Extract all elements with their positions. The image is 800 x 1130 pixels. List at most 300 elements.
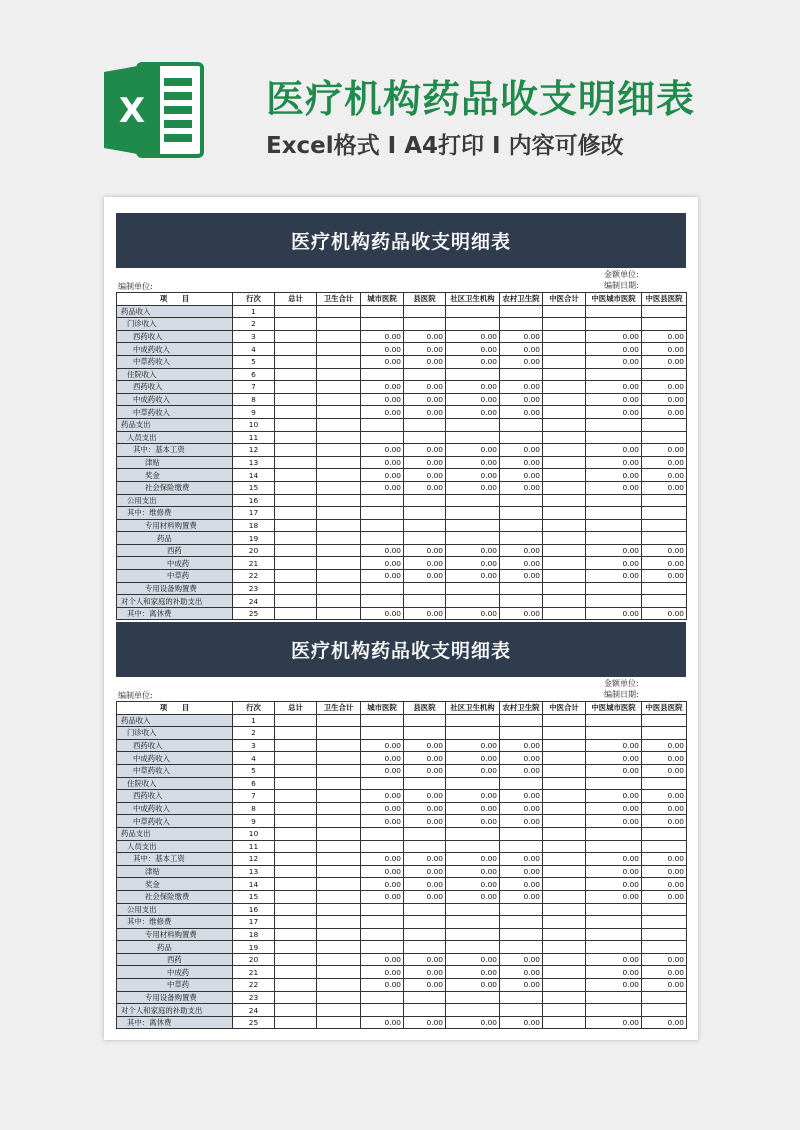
amount-cell[interactable]: 0.00 (404, 815, 446, 828)
amount-cell[interactable]: 0.00 (404, 790, 446, 803)
amount-cell[interactable]: 0.00 (404, 1016, 446, 1029)
amount-cell[interactable]: 0.00 (446, 815, 500, 828)
amount-cell[interactable] (446, 318, 500, 331)
amount-cell[interactable] (317, 343, 361, 356)
amount-cell[interactable] (642, 714, 687, 727)
amount-cell[interactable]: 0.00 (404, 979, 446, 992)
amount-cell[interactable] (543, 406, 586, 419)
amount-cell[interactable]: 0.00 (361, 343, 404, 356)
amount-cell[interactable]: 0.00 (404, 764, 446, 777)
amount-cell[interactable] (543, 1016, 586, 1029)
amount-cell[interactable] (317, 865, 361, 878)
amount-cell[interactable] (275, 991, 317, 1004)
amount-cell[interactable] (642, 507, 687, 520)
amount-cell[interactable] (404, 532, 446, 545)
amount-cell[interactable]: 0.00 (642, 752, 687, 765)
amount-cell[interactable]: 0.00 (642, 890, 687, 903)
amount-cell[interactable]: 0.00 (446, 393, 500, 406)
amount-cell[interactable] (317, 469, 361, 482)
amount-cell[interactable] (317, 418, 361, 431)
amount-cell[interactable] (361, 532, 404, 545)
amount-cell[interactable] (446, 519, 500, 532)
amount-cell[interactable]: 0.00 (446, 752, 500, 765)
amount-cell[interactable] (446, 941, 500, 954)
amount-cell[interactable]: 0.00 (361, 607, 404, 620)
amount-cell[interactable] (586, 507, 642, 520)
amount-cell[interactable] (275, 607, 317, 620)
amount-cell[interactable]: 0.00 (404, 890, 446, 903)
amount-cell[interactable] (500, 727, 543, 740)
amount-cell[interactable] (275, 494, 317, 507)
amount-cell[interactable]: 0.00 (446, 607, 500, 620)
amount-cell[interactable] (361, 1004, 404, 1017)
amount-cell[interactable] (642, 1004, 687, 1017)
amount-cell[interactable] (361, 494, 404, 507)
amount-cell[interactable] (642, 519, 687, 532)
amount-cell[interactable]: 0.00 (446, 764, 500, 777)
amount-cell[interactable]: 0.00 (361, 790, 404, 803)
amount-cell[interactable] (446, 1004, 500, 1017)
amount-cell[interactable] (543, 343, 586, 356)
amount-cell[interactable] (500, 582, 543, 595)
amount-cell[interactable]: 0.00 (361, 853, 404, 866)
amount-cell[interactable]: 0.00 (446, 790, 500, 803)
amount-cell[interactable] (317, 815, 361, 828)
amount-cell[interactable] (317, 727, 361, 740)
amount-cell[interactable] (317, 368, 361, 381)
amount-cell[interactable] (317, 941, 361, 954)
amount-cell[interactable]: 0.00 (404, 481, 446, 494)
amount-cell[interactable]: 0.00 (586, 570, 642, 583)
amount-cell[interactable] (543, 878, 586, 891)
amount-cell[interactable] (642, 368, 687, 381)
amount-cell[interactable] (404, 318, 446, 331)
amount-cell[interactable] (586, 431, 642, 444)
amount-cell[interactable] (446, 368, 500, 381)
amount-cell[interactable] (317, 1004, 361, 1017)
amount-cell[interactable] (642, 305, 687, 318)
amount-cell[interactable] (543, 381, 586, 394)
amount-cell[interactable]: 0.00 (404, 406, 446, 419)
amount-cell[interactable] (317, 607, 361, 620)
amount-cell[interactable] (642, 494, 687, 507)
amount-cell[interactable] (500, 595, 543, 608)
amount-cell[interactable] (317, 752, 361, 765)
amount-cell[interactable] (642, 431, 687, 444)
amount-cell[interactable]: 0.00 (586, 544, 642, 557)
amount-cell[interactable] (275, 381, 317, 394)
amount-cell[interactable] (317, 853, 361, 866)
amount-cell[interactable] (446, 532, 500, 545)
amount-cell[interactable]: 0.00 (586, 343, 642, 356)
amount-cell[interactable]: 0.00 (404, 381, 446, 394)
amount-cell[interactable]: 0.00 (642, 355, 687, 368)
amount-cell[interactable] (275, 595, 317, 608)
amount-cell[interactable] (317, 381, 361, 394)
amount-cell[interactable]: 0.00 (586, 790, 642, 803)
amount-cell[interactable]: 0.00 (586, 444, 642, 457)
amount-cell[interactable] (543, 827, 586, 840)
amount-cell[interactable]: 0.00 (586, 752, 642, 765)
amount-cell[interactable] (543, 941, 586, 954)
amount-cell[interactable] (404, 928, 446, 941)
amount-cell[interactable] (404, 714, 446, 727)
amount-cell[interactable]: 0.00 (500, 557, 543, 570)
amount-cell[interactable] (543, 607, 586, 620)
amount-cell[interactable] (361, 941, 404, 954)
amount-cell[interactable]: 0.00 (642, 469, 687, 482)
amount-cell[interactable] (275, 714, 317, 727)
amount-cell[interactable]: 0.00 (446, 966, 500, 979)
amount-cell[interactable]: 0.00 (642, 953, 687, 966)
amount-cell[interactable] (586, 941, 642, 954)
amount-cell[interactable] (317, 570, 361, 583)
amount-cell[interactable] (642, 777, 687, 790)
amount-cell[interactable] (317, 507, 361, 520)
amount-cell[interactable] (543, 318, 586, 331)
amount-cell[interactable] (275, 582, 317, 595)
amount-cell[interactable] (317, 840, 361, 853)
amount-cell[interactable]: 0.00 (361, 381, 404, 394)
amount-cell[interactable]: 0.00 (500, 544, 543, 557)
amount-cell[interactable]: 0.00 (404, 469, 446, 482)
amount-cell[interactable] (317, 890, 361, 903)
amount-cell[interactable] (543, 507, 586, 520)
amount-cell[interactable] (361, 827, 404, 840)
amount-cell[interactable] (361, 714, 404, 727)
amount-cell[interactable] (446, 714, 500, 727)
amount-cell[interactable] (361, 991, 404, 1004)
amount-cell[interactable]: 0.00 (586, 557, 642, 570)
amount-cell[interactable]: 0.00 (361, 406, 404, 419)
amount-cell[interactable]: 0.00 (642, 381, 687, 394)
amount-cell[interactable] (543, 418, 586, 431)
amount-cell[interactable]: 0.00 (586, 469, 642, 482)
amount-cell[interactable] (586, 827, 642, 840)
amount-cell[interactable]: 0.00 (500, 1016, 543, 1029)
amount-cell[interactable] (543, 739, 586, 752)
amount-cell[interactable]: 0.00 (500, 764, 543, 777)
amount-cell[interactable] (317, 532, 361, 545)
amount-cell[interactable]: 0.00 (361, 878, 404, 891)
amount-cell[interactable] (317, 953, 361, 966)
amount-cell[interactable] (361, 916, 404, 929)
amount-cell[interactable] (446, 991, 500, 1004)
amount-cell[interactable] (361, 318, 404, 331)
amount-cell[interactable] (543, 368, 586, 381)
amount-cell[interactable] (317, 494, 361, 507)
amount-cell[interactable] (543, 595, 586, 608)
amount-cell[interactable] (543, 752, 586, 765)
amount-cell[interactable]: 0.00 (361, 979, 404, 992)
amount-cell[interactable]: 0.00 (500, 739, 543, 752)
amount-cell[interactable] (275, 406, 317, 419)
amount-cell[interactable]: 0.00 (642, 393, 687, 406)
amount-cell[interactable] (317, 544, 361, 557)
amount-cell[interactable]: 0.00 (404, 557, 446, 570)
amount-cell[interactable] (543, 330, 586, 343)
amount-cell[interactable] (543, 853, 586, 866)
amount-cell[interactable]: 0.00 (586, 1016, 642, 1029)
amount-cell[interactable]: 0.00 (446, 853, 500, 866)
amount-cell[interactable] (275, 790, 317, 803)
amount-cell[interactable] (642, 928, 687, 941)
amount-cell[interactable]: 0.00 (642, 456, 687, 469)
amount-cell[interactable]: 0.00 (642, 966, 687, 979)
amount-cell[interactable] (275, 827, 317, 840)
amount-cell[interactable] (543, 355, 586, 368)
amount-cell[interactable] (543, 714, 586, 727)
amount-cell[interactable] (500, 991, 543, 1004)
amount-cell[interactable]: 0.00 (446, 979, 500, 992)
amount-cell[interactable]: 0.00 (500, 802, 543, 815)
amount-cell[interactable] (500, 532, 543, 545)
amount-cell[interactable]: 0.00 (446, 890, 500, 903)
amount-cell[interactable] (275, 916, 317, 929)
amount-cell[interactable]: 0.00 (586, 381, 642, 394)
amount-cell[interactable] (275, 802, 317, 815)
amount-cell[interactable] (543, 979, 586, 992)
amount-cell[interactable] (586, 991, 642, 1004)
amount-cell[interactable] (543, 991, 586, 1004)
amount-cell[interactable] (543, 582, 586, 595)
amount-cell[interactable] (361, 305, 404, 318)
amount-cell[interactable] (404, 903, 446, 916)
amount-cell[interactable] (642, 727, 687, 740)
amount-cell[interactable] (275, 444, 317, 457)
amount-cell[interactable] (446, 928, 500, 941)
amount-cell[interactable] (275, 840, 317, 853)
amount-cell[interactable]: 0.00 (361, 456, 404, 469)
amount-cell[interactable] (500, 318, 543, 331)
amount-cell[interactable] (446, 903, 500, 916)
amount-cell[interactable]: 0.00 (500, 878, 543, 891)
amount-cell[interactable] (543, 456, 586, 469)
amount-cell[interactable]: 0.00 (500, 393, 543, 406)
amount-cell[interactable]: 0.00 (404, 343, 446, 356)
amount-cell[interactable]: 0.00 (361, 444, 404, 457)
amount-cell[interactable] (500, 1004, 543, 1017)
amount-cell[interactable]: 0.00 (500, 381, 543, 394)
amount-cell[interactable]: 0.00 (446, 557, 500, 570)
amount-cell[interactable]: 0.00 (500, 570, 543, 583)
amount-cell[interactable] (275, 330, 317, 343)
amount-cell[interactable] (446, 418, 500, 431)
amount-cell[interactable] (543, 393, 586, 406)
amount-cell[interactable]: 0.00 (361, 752, 404, 765)
amount-cell[interactable] (275, 764, 317, 777)
amount-cell[interactable] (317, 318, 361, 331)
amount-cell[interactable] (317, 1016, 361, 1029)
amount-cell[interactable] (275, 570, 317, 583)
amount-cell[interactable]: 0.00 (404, 865, 446, 878)
amount-cell[interactable] (543, 481, 586, 494)
amount-cell[interactable] (446, 595, 500, 608)
amount-cell[interactable] (361, 595, 404, 608)
amount-cell[interactable] (642, 991, 687, 1004)
amount-cell[interactable] (275, 890, 317, 903)
amount-cell[interactable]: 0.00 (586, 853, 642, 866)
amount-cell[interactable]: 0.00 (361, 802, 404, 815)
amount-cell[interactable] (586, 1004, 642, 1017)
amount-cell[interactable]: 0.00 (642, 790, 687, 803)
amount-cell[interactable] (404, 507, 446, 520)
amount-cell[interactable]: 0.00 (404, 330, 446, 343)
amount-cell[interactable] (404, 840, 446, 853)
amount-cell[interactable]: 0.00 (404, 393, 446, 406)
amount-cell[interactable] (500, 431, 543, 444)
amount-cell[interactable] (361, 507, 404, 520)
amount-cell[interactable]: 0.00 (361, 393, 404, 406)
amount-cell[interactable]: 0.00 (500, 456, 543, 469)
amount-cell[interactable]: 0.00 (500, 890, 543, 903)
amount-cell[interactable] (275, 941, 317, 954)
amount-cell[interactable] (275, 878, 317, 891)
amount-cell[interactable] (500, 827, 543, 840)
amount-cell[interactable]: 0.00 (404, 966, 446, 979)
amount-cell[interactable] (275, 469, 317, 482)
amount-cell[interactable] (275, 953, 317, 966)
amount-cell[interactable] (446, 840, 500, 853)
amount-cell[interactable] (500, 714, 543, 727)
amount-cell[interactable]: 0.00 (361, 966, 404, 979)
amount-cell[interactable] (404, 595, 446, 608)
amount-cell[interactable] (404, 418, 446, 431)
amount-cell[interactable] (500, 903, 543, 916)
amount-cell[interactable] (543, 953, 586, 966)
amount-cell[interactable] (446, 727, 500, 740)
amount-cell[interactable] (543, 532, 586, 545)
amount-cell[interactable]: 0.00 (500, 330, 543, 343)
amount-cell[interactable]: 0.00 (404, 953, 446, 966)
amount-cell[interactable] (275, 928, 317, 941)
amount-cell[interactable]: 0.00 (586, 802, 642, 815)
amount-cell[interactable] (361, 431, 404, 444)
amount-cell[interactable] (317, 991, 361, 1004)
amount-cell[interactable] (500, 507, 543, 520)
amount-cell[interactable]: 0.00 (500, 953, 543, 966)
amount-cell[interactable] (275, 966, 317, 979)
amount-cell[interactable] (500, 928, 543, 941)
amount-cell[interactable] (543, 840, 586, 853)
amount-cell[interactable] (500, 777, 543, 790)
amount-cell[interactable] (543, 903, 586, 916)
amount-cell[interactable] (361, 928, 404, 941)
amount-cell[interactable] (275, 1004, 317, 1017)
amount-cell[interactable] (275, 1016, 317, 1029)
amount-cell[interactable]: 0.00 (642, 481, 687, 494)
amount-cell[interactable] (586, 418, 642, 431)
amount-cell[interactable]: 0.00 (446, 1016, 500, 1029)
amount-cell[interactable]: 0.00 (586, 890, 642, 903)
amount-cell[interactable] (275, 343, 317, 356)
amount-cell[interactable] (275, 739, 317, 752)
amount-cell[interactable]: 0.00 (404, 607, 446, 620)
amount-cell[interactable] (586, 582, 642, 595)
amount-cell[interactable] (500, 418, 543, 431)
amount-cell[interactable] (642, 903, 687, 916)
amount-cell[interactable]: 0.00 (361, 739, 404, 752)
amount-cell[interactable] (275, 519, 317, 532)
amount-cell[interactable] (543, 815, 586, 828)
amount-cell[interactable] (586, 318, 642, 331)
amount-cell[interactable] (500, 519, 543, 532)
amount-cell[interactable]: 0.00 (586, 764, 642, 777)
amount-cell[interactable] (404, 941, 446, 954)
amount-cell[interactable] (404, 305, 446, 318)
amount-cell[interactable] (275, 368, 317, 381)
amount-cell[interactable]: 0.00 (586, 330, 642, 343)
amount-cell[interactable]: 0.00 (404, 739, 446, 752)
amount-cell[interactable] (446, 494, 500, 507)
amount-cell[interactable] (543, 557, 586, 570)
amount-cell[interactable] (404, 431, 446, 444)
amount-cell[interactable] (543, 431, 586, 444)
amount-cell[interactable] (586, 368, 642, 381)
amount-cell[interactable]: 0.00 (361, 557, 404, 570)
amount-cell[interactable]: 0.00 (361, 355, 404, 368)
amount-cell[interactable] (500, 305, 543, 318)
amount-cell[interactable] (446, 431, 500, 444)
amount-cell[interactable] (543, 865, 586, 878)
amount-cell[interactable]: 0.00 (361, 1016, 404, 1029)
amount-cell[interactable]: 0.00 (642, 764, 687, 777)
amount-cell[interactable]: 0.00 (642, 557, 687, 570)
amount-cell[interactable] (586, 532, 642, 545)
amount-cell[interactable] (586, 903, 642, 916)
amount-cell[interactable]: 0.00 (446, 330, 500, 343)
amount-cell[interactable]: 0.00 (404, 802, 446, 815)
amount-cell[interactable] (275, 815, 317, 828)
amount-cell[interactable] (275, 557, 317, 570)
amount-cell[interactable] (317, 595, 361, 608)
amount-cell[interactable] (275, 318, 317, 331)
amount-cell[interactable]: 0.00 (361, 544, 404, 557)
amount-cell[interactable] (404, 494, 446, 507)
amount-cell[interactable] (275, 979, 317, 992)
amount-cell[interactable] (404, 582, 446, 595)
amount-cell[interactable] (586, 777, 642, 790)
amount-cell[interactable]: 0.00 (446, 355, 500, 368)
amount-cell[interactable]: 0.00 (361, 570, 404, 583)
amount-cell[interactable]: 0.00 (500, 865, 543, 878)
amount-cell[interactable]: 0.00 (500, 752, 543, 765)
amount-cell[interactable]: 0.00 (500, 444, 543, 457)
amount-cell[interactable] (543, 802, 586, 815)
amount-cell[interactable]: 0.00 (586, 878, 642, 891)
amount-cell[interactable] (317, 802, 361, 815)
amount-cell[interactable]: 0.00 (642, 406, 687, 419)
amount-cell[interactable]: 0.00 (500, 406, 543, 419)
amount-cell[interactable] (317, 330, 361, 343)
amount-cell[interactable] (404, 991, 446, 1004)
amount-cell[interactable] (275, 532, 317, 545)
amount-cell[interactable] (543, 570, 586, 583)
amount-cell[interactable] (543, 764, 586, 777)
amount-cell[interactable] (275, 903, 317, 916)
amount-cell[interactable] (317, 790, 361, 803)
amount-cell[interactable] (543, 890, 586, 903)
amount-cell[interactable] (275, 418, 317, 431)
amount-cell[interactable]: 0.00 (500, 979, 543, 992)
amount-cell[interactable] (275, 305, 317, 318)
amount-cell[interactable] (543, 444, 586, 457)
amount-cell[interactable]: 0.00 (642, 607, 687, 620)
amount-cell[interactable]: 0.00 (642, 570, 687, 583)
amount-cell[interactable] (404, 1004, 446, 1017)
amount-cell[interactable] (500, 840, 543, 853)
amount-cell[interactable] (317, 519, 361, 532)
